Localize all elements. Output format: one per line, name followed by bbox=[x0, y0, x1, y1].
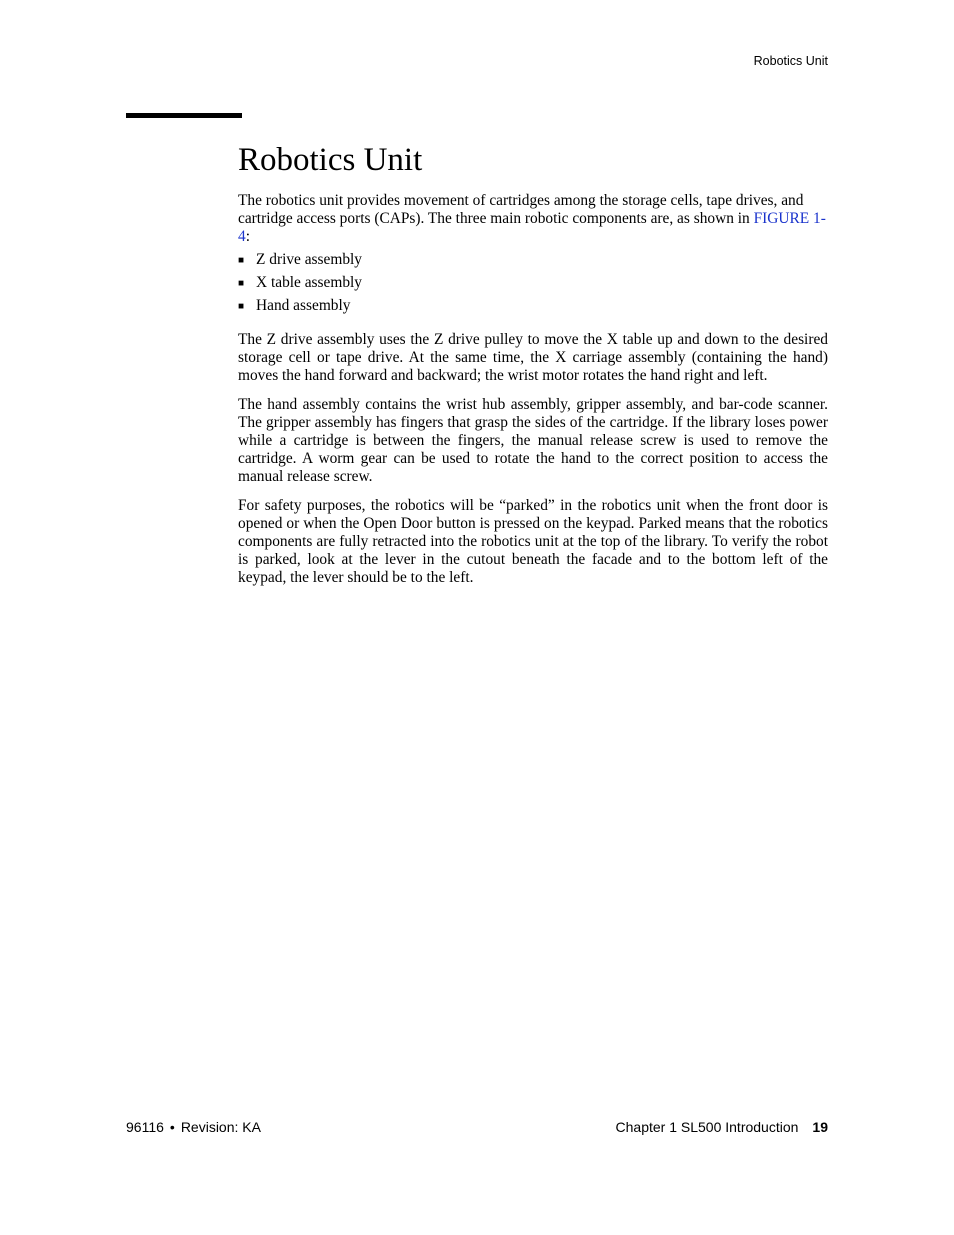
revision: Revision: KA bbox=[180, 1119, 261, 1135]
list-item-label: X table assembly bbox=[256, 274, 362, 291]
component-list bbox=[238, 251, 828, 320]
page-title: Robotics Unit bbox=[238, 142, 423, 178]
section-rule bbox=[126, 113, 242, 118]
hand-assembly-paragraph: The hand assembly contains the wrist hub assembly, gripper assembly, and bar-code scanner. The gripper assembly has fingers that grasp the sides of the cartridge. If the library loses power while a cartridge is between the fingers, the manual release screw is used to remove the cartridge. A worm gear can be used to rotate the hand to the correct position to access the manual release screw. bbox=[238, 396, 828, 485]
list-item-label: Z drive assembly bbox=[256, 251, 362, 268]
body-content bbox=[238, 192, 828, 598]
footer-right bbox=[616, 1118, 828, 1136]
figure-cross-reference-link[interactable]: FIGURE 1-4 bbox=[238, 210, 826, 245]
safety-paragraph: For safety purposes, the robotics will be “parked” in the robotics unit when the front door is opened or when the Open Door button is pressed on the keypad. Parked means that the robotics components are fully retracted into the robotics unit at the top of the library. To verify the robot is parked, look at the lever in the cutout beneath the facade and to the bottom left of the keypad, the lever should be to the left. bbox=[238, 497, 828, 586]
intro-suffix: : bbox=[245, 228, 250, 245]
footer-separator: • bbox=[169, 1119, 175, 1135]
bullet-square-icon: ■ bbox=[238, 278, 245, 289]
intro-paragraph bbox=[238, 192, 828, 246]
page-number: 19 bbox=[812, 1119, 828, 1135]
list-item bbox=[238, 251, 828, 274]
footer-left bbox=[126, 1118, 261, 1136]
intro-text: The robotics unit provides movement of cartridges among the storage cells, tape drives, and cartridge access ports (CAPs). The three main robotic components are, as shown in bbox=[238, 192, 804, 227]
doc-number: 96116 bbox=[126, 1119, 164, 1135]
running-footer bbox=[126, 1118, 828, 1136]
list-item bbox=[238, 274, 828, 297]
bullet-square-icon: ■ bbox=[238, 255, 245, 266]
z-drive-paragraph: The Z drive assembly uses the Z drive pulley to move the X table up and down to the desired storage cell or tape drive. At the same time, the X carriage assembly (containing the hand) moves the hand forward and backward; the wrist motor rotates the hand right and left. bbox=[238, 331, 828, 384]
bullet-square-icon: ■ bbox=[238, 301, 245, 312]
list-item-label: Hand assembly bbox=[256, 297, 351, 314]
running-header: Robotics Unit bbox=[753, 54, 828, 68]
chapter-title: Chapter 1 SL500 Introduction bbox=[615, 1119, 799, 1135]
list-item bbox=[238, 297, 828, 320]
